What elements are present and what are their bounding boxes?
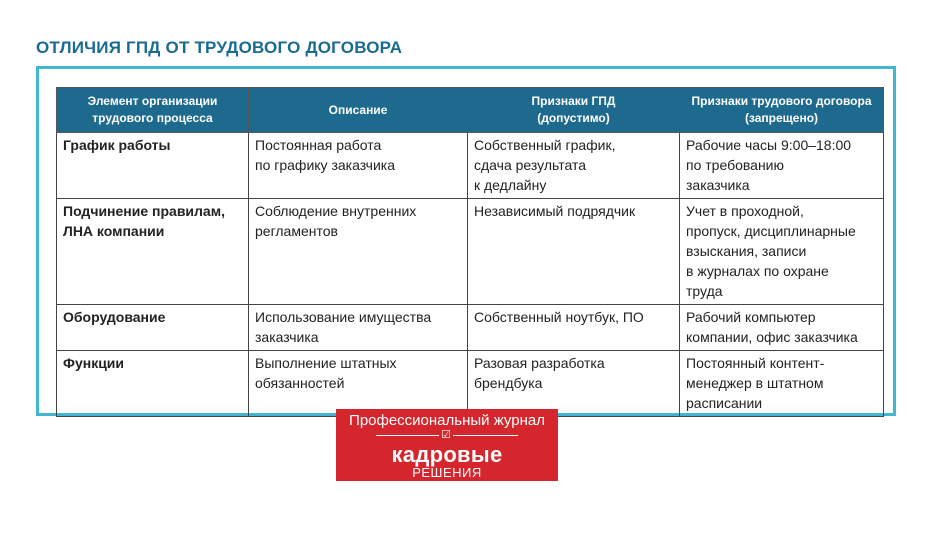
table-row xyxy=(57,199,884,305)
logo-title-sub: РЕШЕНИЯ xyxy=(412,465,482,480)
table-cell: Разовая разработка брендбука xyxy=(468,351,680,417)
page-title: ОТЛИЧИЯ ГПД ОТ ТРУДОВОГО ДОГОВОРА xyxy=(36,38,403,57)
row-label: Функции xyxy=(57,351,249,417)
table-cell: Учет в проходной, пропуск, дисциплинарные взыскания, записи в журналах по охране труда xyxy=(680,199,884,305)
logo-title: кадровые xyxy=(391,442,503,467)
table-header-row xyxy=(57,88,884,133)
table-cell: Рабочий компьютер компании, офис заказчика xyxy=(680,305,884,351)
table-cell: Собственный график, сдача результата к дедлайну xyxy=(468,133,680,199)
table-row xyxy=(57,305,884,351)
header-element: Элемент организации трудового процесса xyxy=(57,88,249,133)
header-description: Описание xyxy=(249,88,468,133)
table-row xyxy=(57,133,884,199)
table-cell: Независимый подрядчик xyxy=(468,199,680,305)
row-label: Оборудование xyxy=(57,305,249,351)
table-row xyxy=(57,351,884,417)
header-labor-signs: Признаки трудового договора (запрещено) xyxy=(680,88,884,133)
table-cell: Постоянный контент- менеджер в штатном расписании xyxy=(680,351,884,417)
table-cell: Использование имущества заказчика xyxy=(249,305,468,351)
row-label: График работы xyxy=(57,133,249,199)
row-label: Подчинение правилам, ЛНА компании xyxy=(57,199,249,305)
table-cell: Рабочие часы 9:00–18:00 по требованию заказчика xyxy=(680,133,884,199)
table-cell: Соблюдение внутренних регламентов xyxy=(249,199,468,305)
checkbox-icon: ☑ xyxy=(439,429,453,441)
table-cell: Собственный ноутбук, ПО xyxy=(468,305,680,351)
table-cell: Выполнение штатных обязанностей xyxy=(249,351,468,417)
table-cell: Постоянная работа по графику заказчика xyxy=(249,133,468,199)
journal-logo xyxy=(336,409,558,481)
comparison-table xyxy=(56,87,884,417)
header-gpd-signs: Признаки ГПД (допустимо) xyxy=(468,88,680,133)
logo-subtitle: Профессиональный журнал xyxy=(349,412,545,429)
